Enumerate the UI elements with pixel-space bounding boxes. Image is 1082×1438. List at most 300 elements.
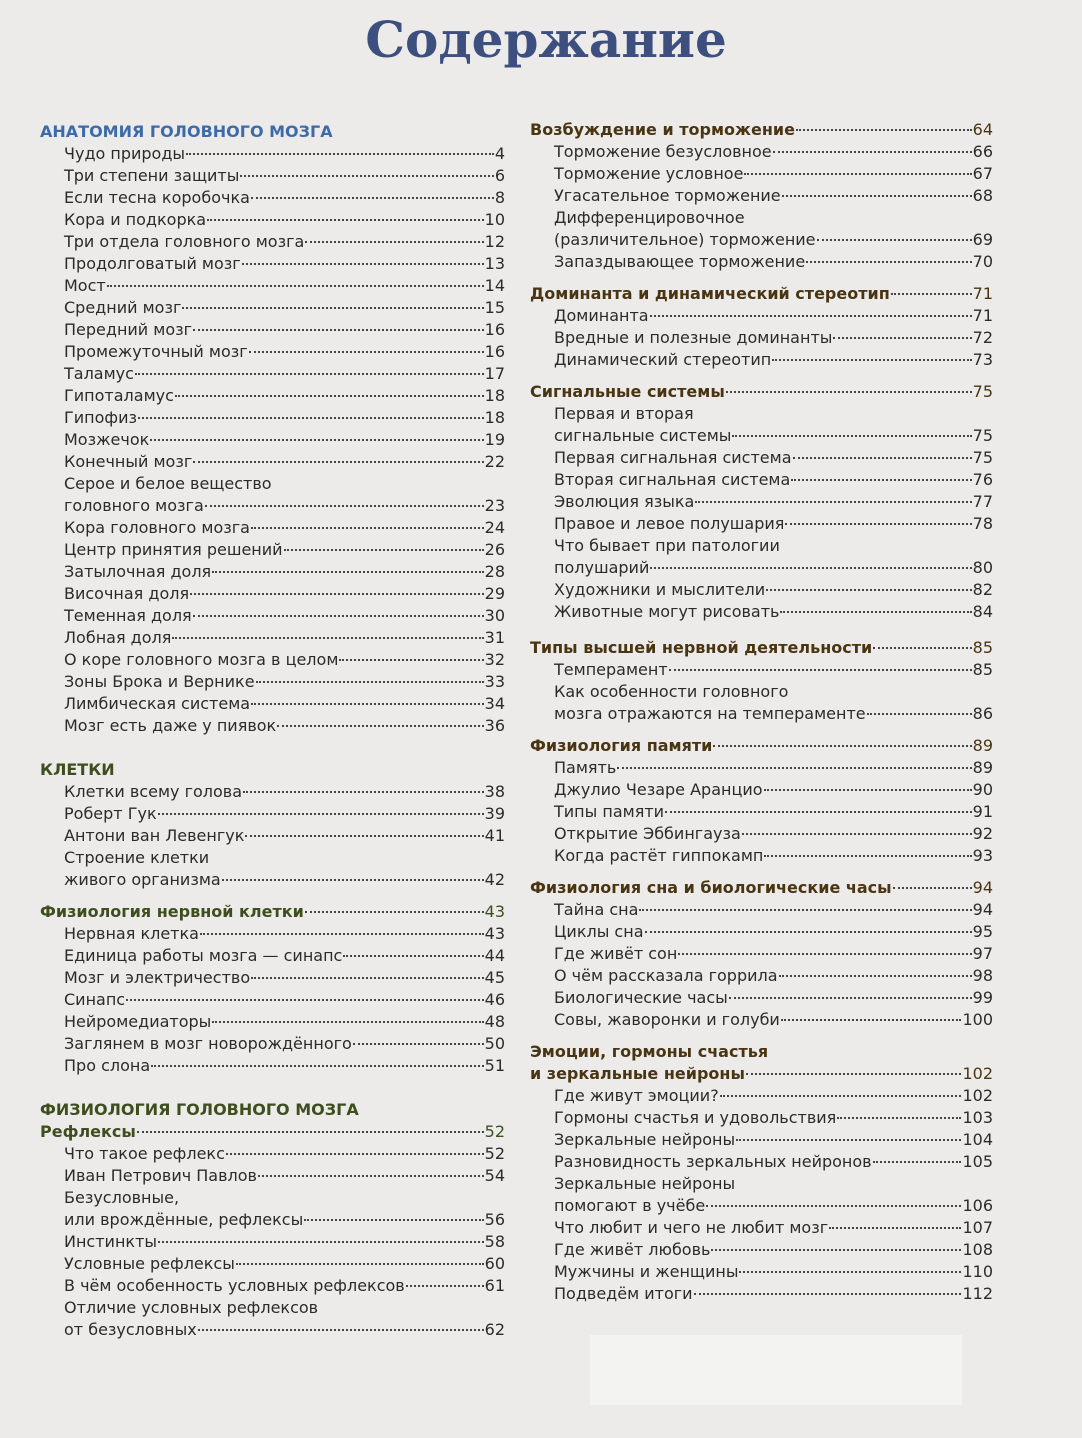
section-title: Возбуждение и торможение [530,120,795,139]
page-number: 104 [962,1130,993,1149]
page-number: 54 [484,1166,505,1185]
leader-dots [353,1043,484,1045]
toc-entry[interactable] [530,1107,993,1129]
toc-entry-line1 [530,207,993,229]
toc-entry[interactable] [40,429,505,451]
page-number: 102 [962,1064,993,1083]
toc-entry[interactable] [40,583,505,605]
leader-dots [243,791,484,793]
toc-entry[interactable] [530,845,993,867]
entry-title: Конечный мозг [64,452,193,471]
page-number: 76 [972,470,993,489]
entry-title: Кора головного мозга [64,518,250,537]
toc-entry[interactable] [40,253,505,275]
toc-entry[interactable] [40,1275,505,1297]
entry-title: Художники и мыслители [554,580,766,599]
entry-title: Лимбическая система [64,694,251,713]
entry-title: Средний мозг [64,298,182,317]
page-number: 69 [972,230,993,249]
leader-dots [817,239,972,241]
toc-entry[interactable] [530,251,993,273]
page-number: 12 [484,232,505,251]
entry-title: (различительное) торможение [554,230,816,249]
entry-title: помогают в учёбе [554,1196,706,1215]
entry-title: Подведём итоги [554,1284,693,1303]
leader-dots [158,1241,484,1243]
toc-entry[interactable] [40,923,505,945]
page-number: 45 [484,968,505,987]
entry-title: Антони ван Левенгук [64,826,245,845]
page-number: 51 [484,1056,505,1075]
page-number: 97 [972,944,993,963]
entry-title-line1: Серое и белое вещество [64,474,272,493]
leader-dots [205,505,484,507]
toc-entry[interactable] [40,1231,505,1253]
entry-title: Чудо природы [64,144,186,163]
entry-title: Три отдела головного мозга [64,232,305,251]
section-title: Рефлексы [40,1122,136,1141]
leader-dots [764,855,971,857]
leader-dots [873,1161,962,1163]
toc-section-sleep[interactable] [530,877,993,899]
leader-dots [138,417,484,419]
toc-entry[interactable] [40,451,505,473]
page-number: 52 [484,1122,505,1141]
toc-entry[interactable] [40,363,505,385]
toc-entry[interactable] [530,943,993,965]
toc-entry[interactable] [40,319,505,341]
toc-section-dominant[interactable] [530,283,993,305]
toc-entry[interactable] [40,967,505,989]
toc-entry[interactable] [40,143,505,165]
entry-title: Теменная доля [64,606,192,625]
toc-entry[interactable] [40,825,505,847]
entry-title: Условные рефлексы [64,1254,235,1273]
page-number: 91 [972,802,993,821]
entry-title-line1: Как особенности головного [554,682,789,701]
toc-entry[interactable] [530,1283,993,1305]
toc-entry[interactable] [530,349,993,371]
entry-title: Животные могут рисовать [554,602,780,621]
entry-title: Тайна сна [554,900,639,919]
leader-dots [193,329,484,331]
page-number: 67 [972,164,993,183]
section-title: Физиология нервной клетки [40,902,304,921]
leader-dots [739,1271,961,1273]
leader-dots [135,373,484,375]
leader-dots [158,813,484,815]
toc-entry[interactable] [530,1085,993,1107]
toc-entry[interactable] [40,209,505,231]
leader-dots [772,359,971,361]
leader-dots [617,767,971,769]
entry-title: Разновидность зеркальных нейронов [554,1152,872,1171]
page-number: 50 [484,1034,505,1053]
toc-entry[interactable] [40,781,505,803]
entry-title: Гипоталамус [64,386,174,405]
leader-dots [695,501,971,503]
entry-title-line1: Первая и вторая [554,404,694,423]
toc-section-types[interactable] [530,637,993,659]
page-number: 71 [972,284,993,303]
section-heading-physiology: ФИЗИОЛОГИЯ ГОЛОВНОГО МОЗГА [40,1100,359,1119]
toc-entry[interactable] [530,327,993,349]
toc-entry[interactable] [40,231,505,253]
entry-title: Гормоны счастья и удовольствия [554,1108,837,1127]
page-number: 100 [962,1010,993,1029]
toc-entry[interactable] [40,869,505,891]
toc-entry[interactable] [530,965,993,987]
toc-entry[interactable] [40,605,505,627]
toc-entry[interactable] [530,447,993,469]
entry-title: Мозг есть даже у пиявок [64,716,277,735]
toc-section-emotions[interactable] [530,1063,993,1085]
page-number: 107 [962,1218,993,1237]
toc-entry[interactable] [530,823,993,845]
toc-entry[interactable] [530,163,993,185]
toc-entry[interactable] [40,803,505,825]
leader-dots [212,1021,483,1023]
entry-title: Запаздывающее торможение [554,252,806,271]
leader-dots [713,745,971,747]
toc-entry[interactable] [40,495,505,517]
toc-entry[interactable] [40,341,505,363]
entry-title: живого организма [64,870,221,889]
entry-title: головного мозга [64,496,204,515]
page-number: 84 [972,602,993,621]
leader-dots [251,703,484,705]
entry-title-line1: Что бывает при патологии [554,536,780,555]
page-number: 8 [494,188,505,207]
leader-dots [240,175,493,177]
entry-title: или врождённые, рефлексы [64,1210,304,1229]
page-number: 36 [484,716,505,735]
entry-title: Темперамент [554,660,668,679]
leader-dots [343,955,483,957]
toc-section-nerve-cell[interactable] [40,901,505,923]
leader-dots [780,611,971,613]
leader-dots [256,681,484,683]
page-number: 19 [484,430,505,449]
page-number: 108 [962,1240,993,1259]
toc-entry[interactable] [530,921,993,943]
toc-entry[interactable] [40,1033,505,1055]
page-title: Содержание [365,10,727,69]
entry-title: Нейромедиаторы [64,1012,212,1031]
toc-entry[interactable] [530,1261,993,1283]
page-number: 92 [972,824,993,843]
page-number: 43 [484,924,505,943]
toc-entry[interactable] [40,1165,505,1187]
section-signal-items [530,403,993,623]
leader-dots [251,977,484,979]
page-number: 31 [484,628,505,647]
leader-dots [732,435,971,437]
toc-entry[interactable] [530,987,993,1009]
entry-title: Центр принятия решений [64,540,283,559]
page-number: 26 [484,540,505,559]
entry-title: Кора и подкорка [64,210,207,229]
leader-dots [867,713,972,715]
section-excitation-items [530,141,993,273]
page-number: 105 [962,1152,993,1171]
leader-dots [746,1073,962,1075]
entry-title: Память [554,758,617,777]
toc-entry[interactable] [530,557,993,579]
toc-entry[interactable] [530,601,993,623]
page-number: 6 [494,166,505,185]
toc-entry[interactable] [40,627,505,649]
page-number: 13 [484,254,505,273]
toc-entry[interactable] [40,945,505,967]
page-number: 16 [484,320,505,339]
toc-entry-line1 [530,681,993,703]
toc-entry[interactable] [530,757,993,779]
page-number: 4 [494,144,505,163]
entry-title: Типы памяти [554,802,665,821]
toc-entry-line1 [530,535,993,557]
page-number: 71 [972,306,993,325]
entry-title: мозга отражаются на темпераменте [554,704,866,723]
leader-dots [107,285,484,287]
leader-dots [406,1285,484,1287]
section-sleep-items [530,899,993,1031]
page-number: 24 [484,518,505,537]
page-number: 18 [484,386,505,405]
toc-entry[interactable] [530,425,993,447]
entry-title: сигнальные системы [554,426,732,445]
toc-entry-line1 [40,1187,505,1209]
toc-entry[interactable] [530,513,993,535]
toc-entry-line1 [40,847,505,869]
entry-title: Зоны Брока и Вернике [64,672,255,691]
entry-title: Биологические часы [554,988,728,1007]
page-number: 29 [484,584,505,603]
toc-entry[interactable] [40,649,505,671]
entry-title: Лобная доля [64,628,172,647]
leader-dots [766,589,972,591]
leader-dots [198,1329,484,1331]
page-number: 93 [972,846,993,865]
leader-dots [706,1205,961,1207]
page-number: 66 [972,142,993,161]
entry-title: Промежуточный мозг [64,342,248,361]
toc-entry[interactable] [40,385,505,407]
toc-entry[interactable] [530,703,993,725]
entry-title: Циклы сна [554,922,644,941]
toc-entry[interactable] [530,491,993,513]
leader-dots [207,219,484,221]
page-number: 89 [972,736,993,755]
page-number: 110 [962,1262,993,1281]
toc-entry[interactable] [40,297,505,319]
toc-entry[interactable] [530,1009,993,1031]
section-emotions-items [530,1085,993,1305]
toc-entry[interactable] [530,659,993,681]
section-dominant-items [530,305,993,371]
entry-title: Где живут эмоции? [554,1086,719,1105]
entry-title: Единица работы мозга — синапс [64,946,343,965]
page-number: 94 [972,900,993,919]
page-number: 52 [484,1144,505,1163]
toc-section-reflexes[interactable] [40,1121,505,1143]
section-heading-emotions-line1: Эмоции, гормоны счастья [530,1042,769,1061]
page-number: 56 [484,1210,505,1229]
leader-dots [694,1293,962,1295]
toc-entry[interactable] [40,1143,505,1165]
page-number: 102 [962,1086,993,1105]
entry-title: Правое и левое полушария [554,514,785,533]
toc-entry[interactable] [40,165,505,187]
toc-entry[interactable] [530,305,993,327]
leader-dots [782,195,972,197]
entry-title: Затылочная доля [64,562,212,581]
page-number: 80 [972,558,993,577]
toc-entry[interactable] [40,1319,505,1341]
section-reflexes-items [40,1143,505,1341]
leader-dots [744,173,971,175]
toc-entry[interactable] [40,275,505,297]
toc-entry[interactable] [40,561,505,583]
leader-dots [126,999,484,1001]
leader-dots [137,1131,484,1133]
toc-entry[interactable] [530,779,993,801]
toc-entry[interactable] [40,715,505,737]
leader-dots [796,129,972,131]
page-number: 17 [484,364,505,383]
leader-dots [251,197,494,199]
page-number: 64 [972,120,993,139]
entry-title: О чём рассказала горрила [554,966,778,985]
toc-section-excitation[interactable] [530,119,993,141]
page-number: 42 [484,870,505,889]
toc-entry-line1 [530,1173,993,1195]
section-title: Доминанта и динамический стереотип [530,284,890,303]
leader-dots [172,637,483,639]
leader-dots [639,909,971,911]
toc-section-memory[interactable] [530,735,993,757]
leader-dots [893,887,972,889]
entry-title: Височная доля [64,584,190,603]
leader-dots [806,261,971,263]
page-number: 41 [484,826,505,845]
entry-title-line1: Дифференцировочное [554,208,745,227]
leader-dots [175,395,484,397]
toc-entry[interactable] [530,1239,993,1261]
section-title: Физиология памяти [530,736,713,755]
section-heading-cells: КЛЕТКИ [40,760,115,779]
toc-entry[interactable] [40,671,505,693]
entry-title: Мозг и электричество [64,968,251,987]
page-number: 73 [972,350,993,369]
page-number: 98 [972,966,993,985]
entry-title: Что любит и чего не любит мозг [554,1218,829,1237]
entry-title: Инстинкты [64,1232,158,1251]
toc-entry[interactable] [40,187,505,209]
toc-entry[interactable] [530,1195,993,1217]
entry-title: Иван Петрович Павлов [64,1166,257,1185]
toc-entry[interactable] [530,229,993,251]
entry-title: Продолговатый мозг [64,254,241,273]
toc-section-signal[interactable] [530,381,993,403]
toc-entry[interactable] [530,1129,993,1151]
toc-entry[interactable] [530,579,993,601]
toc-entry[interactable] [530,185,993,207]
entry-title: Торможение безусловное [554,142,772,161]
toc-entry[interactable] [40,1209,505,1231]
toc-entry[interactable] [40,407,505,429]
page-number: 86 [972,704,993,723]
toc-entry[interactable] [40,693,505,715]
leader-dots [779,975,972,977]
entry-title: Роберт Гук [64,804,157,823]
leader-dots [193,615,484,617]
leader-dots [150,439,483,441]
toc-entry-line1 [40,473,505,495]
toc-entry[interactable] [40,1253,505,1275]
entry-title: Три степени защиты [64,166,240,185]
page-number: 94 [972,878,993,897]
leader-dots [678,953,971,955]
toc-entry[interactable] [530,141,993,163]
page-number: 16 [484,342,505,361]
page-number: 10 [484,210,505,229]
leader-dots [729,997,972,999]
entry-title: от безусловных [64,1320,197,1339]
toc-entry[interactable] [530,1151,993,1173]
page-number: 43 [484,902,505,921]
leader-dots [711,1249,961,1251]
page-number: 33 [484,672,505,691]
page-number: 106 [962,1196,993,1215]
page-number: 48 [484,1012,505,1031]
page-number: 34 [484,694,505,713]
toc-entry-line1 [40,1297,505,1319]
leader-dots [186,153,494,155]
entry-title: Мост [64,276,106,295]
leader-dots [212,571,483,573]
entry-title: В чём особенность условных рефлексов [64,1276,405,1295]
leader-dots [726,391,972,393]
page-number: 75 [972,426,993,445]
entry-title: Динамический стереотип [554,350,772,369]
leader-dots [785,523,971,525]
page-number: 75 [972,382,993,401]
toc-entry[interactable] [40,517,505,539]
toc-entry[interactable] [530,1217,993,1239]
section-anatomy-items [40,143,505,737]
section-memory-items [530,757,993,867]
leader-dots [773,151,972,153]
leader-dots [339,659,483,661]
toc-entry[interactable] [530,469,993,491]
toc-entry[interactable] [40,1055,505,1077]
entry-title: Торможение условное [554,164,744,183]
leader-dots [193,461,483,463]
entry-title: Заглянем в мозг новорождённого [64,1034,352,1053]
toc-entry[interactable] [40,539,505,561]
page-number: 23 [484,496,505,515]
leader-dots [304,1219,483,1221]
leader-dots [305,241,483,243]
page-number: 30 [484,606,505,625]
toc-entry[interactable] [530,801,993,823]
entry-title: Эволюция языка [554,492,695,511]
leader-dots [258,1175,484,1177]
toc-entry[interactable] [40,989,505,1011]
toc-entry[interactable] [530,899,993,921]
toc-entry[interactable] [40,1011,505,1033]
